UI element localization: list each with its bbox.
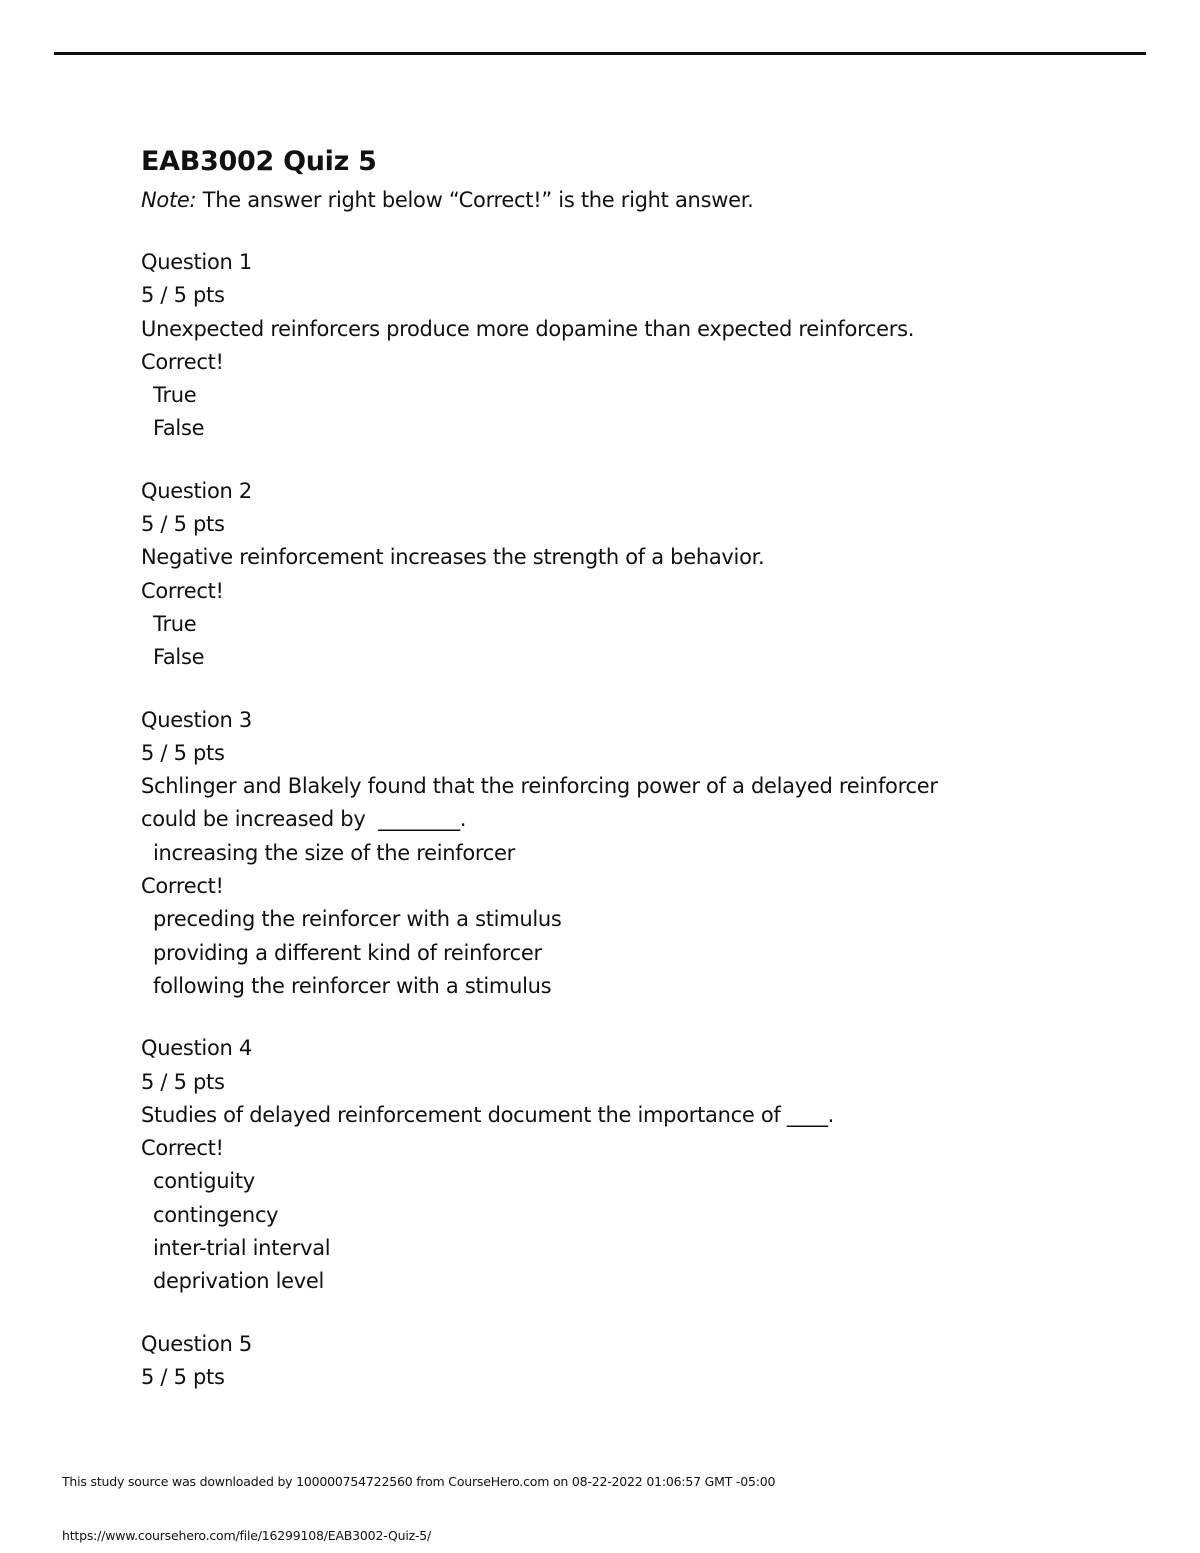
answer-option: contiguity	[153, 1169, 255, 1194]
question-prompt: Negative reinforcement increases the strength of a behavior.	[141, 545, 765, 570]
question-points: 5 / 5 pts	[141, 512, 225, 537]
question-heading: Question 3	[141, 707, 252, 732]
question-heading: Question 5	[141, 1331, 252, 1356]
question-block	[141, 246, 1121, 446]
correct-marker: Correct!	[141, 874, 224, 899]
correct-marker: Correct!	[141, 349, 224, 374]
question-prompt: Schlinger and Blakely found that the reinforcing power of a delayed reinforcer	[141, 774, 938, 799]
question-prompt: could be increased by ________.	[141, 807, 467, 832]
question-points: 5 / 5 pts	[141, 283, 225, 308]
question-block	[141, 1328, 1121, 1395]
answer-option: providing a different kind of reinforcer	[153, 940, 542, 965]
question-prompt: Studies of delayed reinforcement document the importance of ____.	[141, 1102, 835, 1127]
answer-option: True	[153, 383, 197, 408]
question-list	[141, 246, 1121, 1394]
correct-marker: Correct!	[141, 578, 224, 603]
question-heading: Question 2	[141, 478, 252, 503]
answer-note	[141, 184, 1121, 217]
answer-option: preceding the reinforcer with a stimulus	[153, 907, 562, 932]
answer-option: following the reinforcer with a stimulus	[153, 973, 552, 998]
answer-option: contingency	[153, 1202, 279, 1227]
question-block	[141, 704, 1121, 1004]
question-prompt: Unexpected reinforcers produce more dopamine than expected reinforcers.	[141, 316, 915, 341]
answer-option: True	[153, 611, 197, 636]
note-label: Note:	[141, 188, 197, 212]
question-block	[141, 1032, 1121, 1298]
page-top-rule	[54, 52, 1146, 55]
question-points: 5 / 5 pts	[141, 1364, 225, 1389]
answer-option: increasing the size of the reinforcer	[153, 840, 515, 865]
question-points: 5 / 5 pts	[141, 740, 225, 765]
question-heading: Question 1	[141, 250, 252, 274]
source-url[interactable]: https://www.coursehero.com/file/16299108/EAB3002-Quiz-5/	[62, 1528, 432, 1543]
download-notice: This study source was downloaded by 100000754722560 from CourseHero.com on 08-22-2022 01:06:57 GMT -05:00	[62, 1474, 776, 1489]
document-body	[141, 140, 1121, 1394]
correct-marker: Correct!	[141, 1136, 224, 1161]
question-points: 5 / 5 pts	[141, 1069, 225, 1094]
document-title: EAB3002 Quiz 5	[141, 146, 377, 177]
question-heading: Question 4	[141, 1036, 252, 1061]
answer-option: False	[153, 645, 205, 670]
question-block	[141, 475, 1121, 675]
note-text: The answer right below “Correct!” is the right answer.	[196, 188, 754, 212]
answer-option: False	[153, 416, 205, 441]
answer-option: inter-trial interval	[153, 1236, 331, 1261]
answer-option: deprivation level	[153, 1269, 325, 1294]
